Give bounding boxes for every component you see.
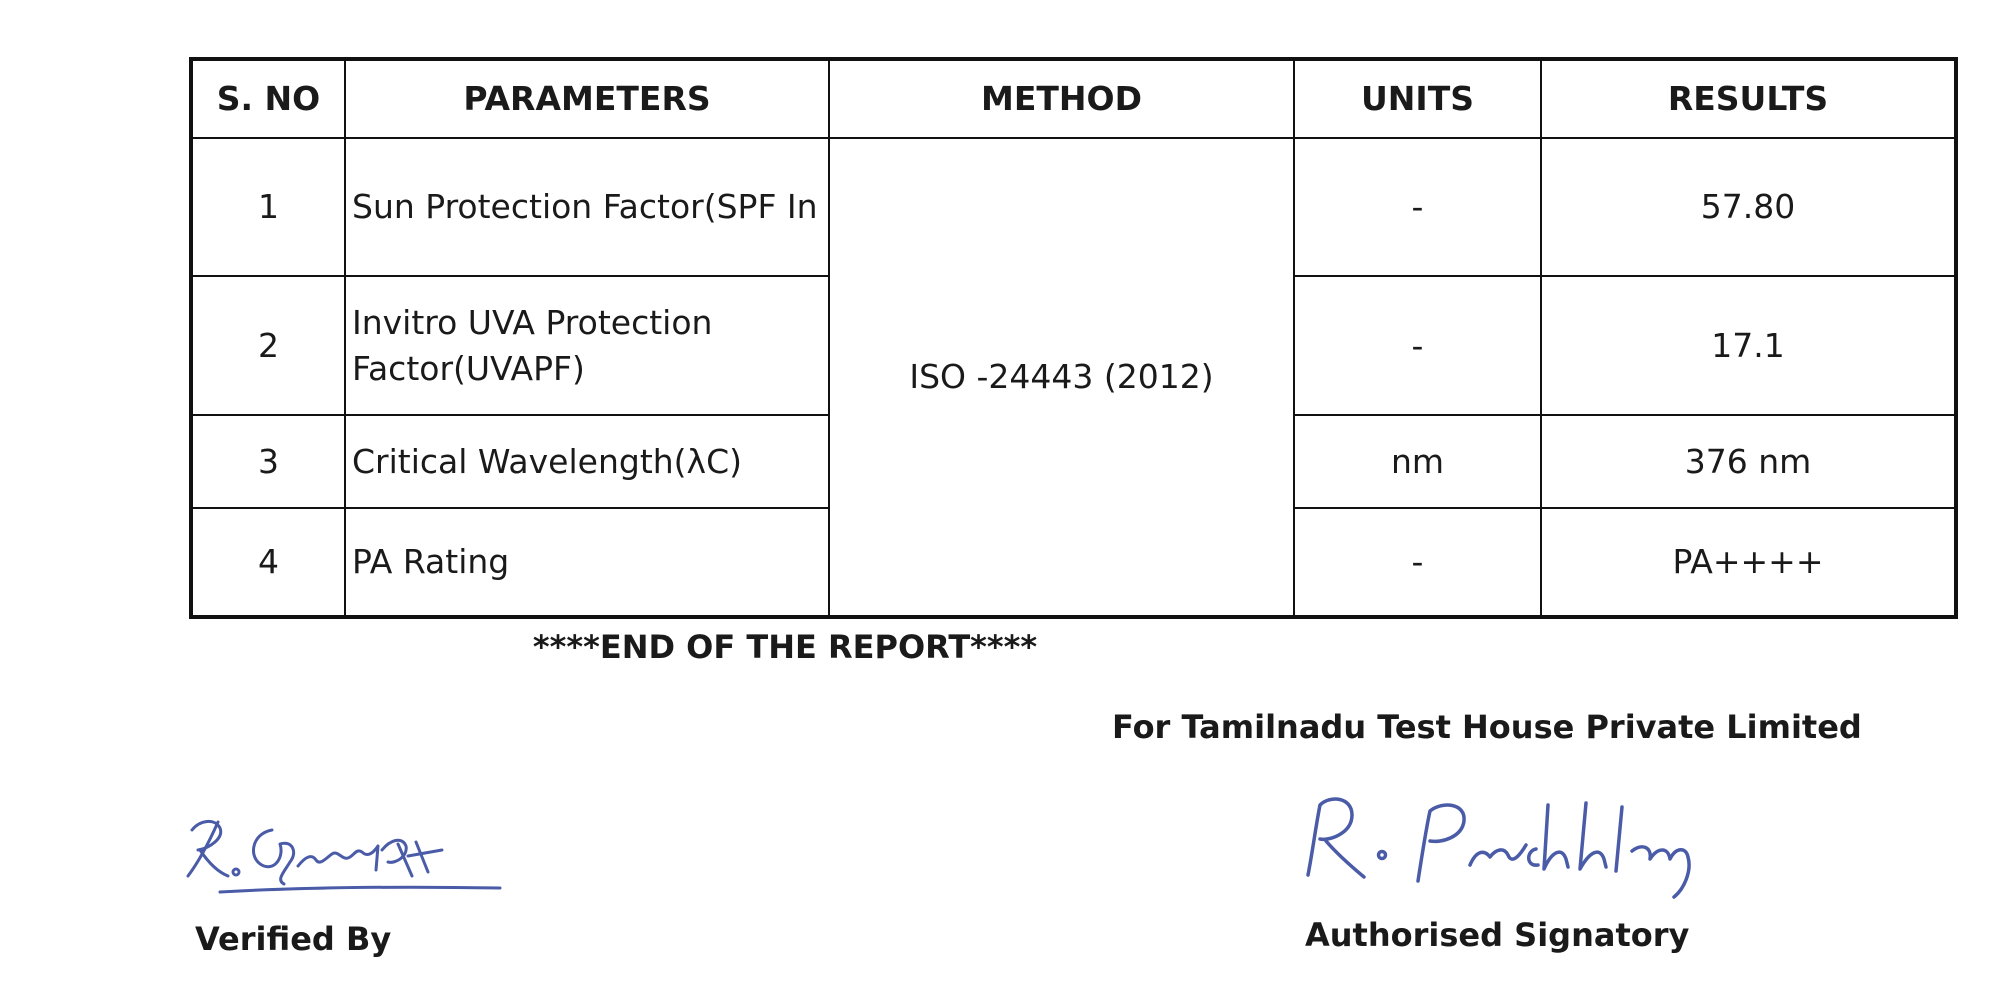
- row-result: 17.1: [1541, 276, 1956, 415]
- end-of-report-note: ****END OF THE REPORT****: [532, 628, 1038, 666]
- row-parameter: PA Rating: [345, 508, 829, 617]
- verifier-signature-strokes: [188, 821, 500, 892]
- row-parameter: Critical Wavelength(λC): [345, 415, 829, 508]
- verified-by-label: Verified By: [195, 920, 392, 958]
- row-unit: -: [1294, 508, 1541, 617]
- company-line: For Tamilnadu Test House Private Limited: [1112, 708, 1862, 746]
- header-method: METHOD: [829, 59, 1294, 138]
- row-unit: -: [1294, 138, 1541, 276]
- row-parameter: Invitro UVA Protection Factor(UVAPF): [345, 276, 829, 415]
- header-results: RESULTS: [1541, 59, 1956, 138]
- row-sno: 2: [191, 276, 345, 415]
- authorised-signatory-label: Authorised Signatory: [1305, 916, 1690, 954]
- row-sno: 1: [191, 138, 345, 276]
- header-parameters: PARAMETERS: [345, 59, 829, 138]
- header-units: UNITS: [1294, 59, 1541, 138]
- table-row: [191, 138, 1956, 276]
- row-unit: nm: [1294, 415, 1541, 508]
- method-cell: ISO -24443 (2012): [829, 138, 1294, 617]
- row-unit: -: [1294, 276, 1541, 415]
- row-result: 376 nm: [1541, 415, 1956, 508]
- row-result: 57.80: [1541, 138, 1956, 276]
- verifier-signature: [180, 800, 510, 900]
- authorised-signature-strokes: [1308, 799, 1689, 897]
- row-result: PA++++: [1541, 508, 1956, 617]
- table-header-row: [191, 59, 1956, 138]
- authorised-signature: [1290, 785, 1720, 905]
- row-sno: 4: [191, 508, 345, 617]
- results-table: [189, 57, 1958, 619]
- row-sno: 3: [191, 415, 345, 508]
- row-parameter: Sun Protection Factor(SPF In: [345, 138, 829, 276]
- header-sno: S. NO: [191, 59, 345, 138]
